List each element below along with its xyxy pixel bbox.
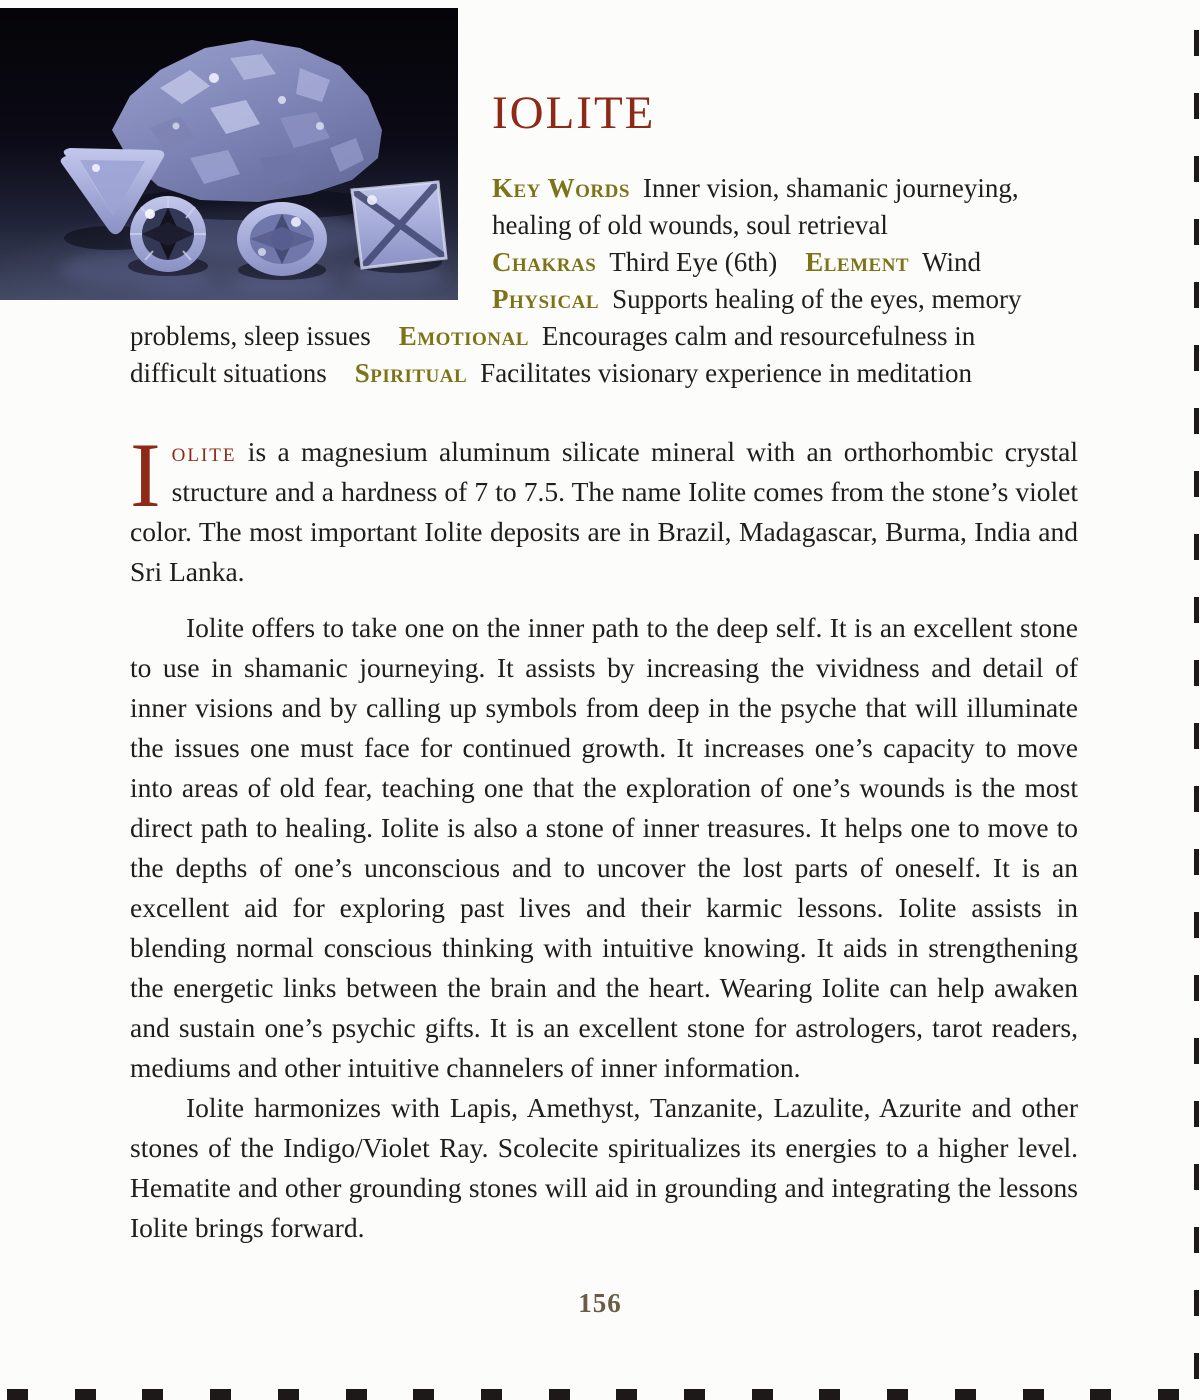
- page-edge-mark: [210, 1389, 231, 1400]
- emotional-label: Emotional: [398, 321, 529, 351]
- page-edge-mark: [819, 1389, 840, 1400]
- page-edge-mark: [1194, 471, 1199, 497]
- chakras-text: Third Eye (6th): [609, 247, 778, 277]
- page-edge-mark: [1194, 1290, 1199, 1316]
- page-edge-mark: [1023, 1389, 1044, 1400]
- page-edge-mark: [1194, 282, 1199, 308]
- page-edge-mark: [1194, 786, 1199, 812]
- page-edge-mark: [887, 1389, 908, 1400]
- page-number: 156: [578, 1288, 622, 1318]
- page-edge-mark: [752, 1389, 773, 1400]
- property-line: [130, 207, 1090, 244]
- chakras-label: Chakras: [492, 247, 597, 277]
- body-paragraph: Iolite offers to take one on the inner path to the deep self. It is an excellent stone to use in shamanic journeying. It assists by increasing the vividness and detail of inner visions and by calling up symbols from deep in the psyche that will illuminate the issues one must face for continued growth. It increases one’s capacity to move into areas of old fear, teaching one that the exploration of one’s wounds is the most direct path to healing. Iolite is also a stone of inner treasures. It helps one to move to the depths of one’s unconscious and to uncover the lost parts of oneself. It is an excellent aid for exploring past lives and their karmic lessons. Iolite assists in blending normal conscious thinking with intuitive knowing. It aids in strengthening the energetic links between the brain and the heart. Wearing Iolite can help awaken and sustain one’s psychic gifts. It is an excellent stone for astrologers, tarot readers, mediums and other intuitive channelers of inner information.: [130, 612, 1078, 1083]
- page-edge-mark: [7, 1389, 28, 1400]
- page-edge-mark: [1194, 1227, 1199, 1253]
- page-edge-mark: [1194, 849, 1199, 875]
- page-title: IOLITE: [492, 87, 656, 139]
- page-edge-mark: [1194, 975, 1199, 1001]
- page-edge-mark: [1090, 1389, 1111, 1400]
- page-edge-mark: [1194, 597, 1199, 623]
- physical-label: Physical: [492, 284, 600, 314]
- body-text: [130, 424, 1078, 1248]
- page-edge-mark: [1194, 93, 1199, 119]
- key-words-label: Key Words: [492, 173, 630, 203]
- property-line: [130, 355, 1090, 392]
- key-words-text: Inner vision, shamanic journeying,: [642, 173, 1019, 203]
- page-edge-mark: [1194, 408, 1199, 434]
- property-line: [130, 318, 1090, 355]
- page-edge-mark: [142, 1389, 163, 1400]
- page-edge-mark: [616, 1389, 637, 1400]
- page-edge-mark: [413, 1389, 434, 1400]
- page-edge-mark: [1194, 912, 1199, 938]
- page-edge-mark: [1194, 156, 1199, 182]
- spiritual-label: Spiritual: [354, 358, 468, 388]
- page-edge-mark: [1194, 219, 1199, 245]
- intro-paragraph: [130, 424, 1078, 592]
- element-text: Wind: [922, 247, 982, 277]
- drop-cap: I: [130, 424, 161, 526]
- page-edge-mark: [1194, 1038, 1199, 1064]
- property-line: [130, 244, 1090, 281]
- emotional-text-continued: difficult situations: [130, 358, 327, 388]
- page-edge-mark: [1194, 30, 1199, 56]
- page-edge-mark: [1194, 345, 1199, 371]
- page-edge-mark: [1194, 1101, 1199, 1127]
- page-edge-mark: [278, 1389, 299, 1400]
- page-edge-mark: [1194, 723, 1199, 749]
- page-edge-mark: [684, 1389, 705, 1400]
- body-paragraph: Iolite harmonizes with Lapis, Amethyst, Tanzanite, Lazulite, Azurite and other stones of the Indigo/Violet Ray. Scolecite spiritualizes its energies to a higher level. Hematite and other grounding stones will aid in grounding and integrating the lessons Iolite brings forward.: [130, 1092, 1078, 1243]
- page-edge-mark: [1194, 1353, 1199, 1379]
- page-edge-mark: [481, 1389, 502, 1400]
- emotional-text: Encourages calm and resourcefulness in: [541, 321, 976, 351]
- page-edge-mark: [346, 1389, 367, 1400]
- page-edge-mark: [1194, 534, 1199, 560]
- page-edge-mark: [1194, 660, 1199, 686]
- drop-cap-smallcaps: olite: [171, 436, 237, 467]
- intro-paragraph-text: is a magnesium aluminum silicate mineral with an orthorhombic crystal structure and a hardness of 7 to 7.5. The name Iolite comes from the stone’s violet color. The most important Iolite deposits are in Brazil, Madagascar, Burma, India and Sri Lanka.: [130, 436, 1078, 587]
- physical-text: Supports healing of the eyes, memory: [612, 284, 1022, 314]
- page-edge-mark: [955, 1389, 976, 1400]
- property-line: [130, 281, 1090, 318]
- spiritual-text: Facilitates visionary experience in meditation: [480, 358, 973, 388]
- key-words-text-continued: healing of old wounds, soul retrieval: [492, 210, 888, 240]
- page-edge-mark: [1194, 1164, 1199, 1190]
- page-edge-mark: [75, 1389, 96, 1400]
- page-edge-mark: [1158, 1389, 1179, 1400]
- page-edge-mark: [549, 1389, 570, 1400]
- element-label: Element: [805, 247, 910, 277]
- properties-block: [130, 170, 1090, 392]
- property-line: [130, 170, 1090, 207]
- physical-text-continued: problems, sleep issues: [130, 321, 371, 351]
